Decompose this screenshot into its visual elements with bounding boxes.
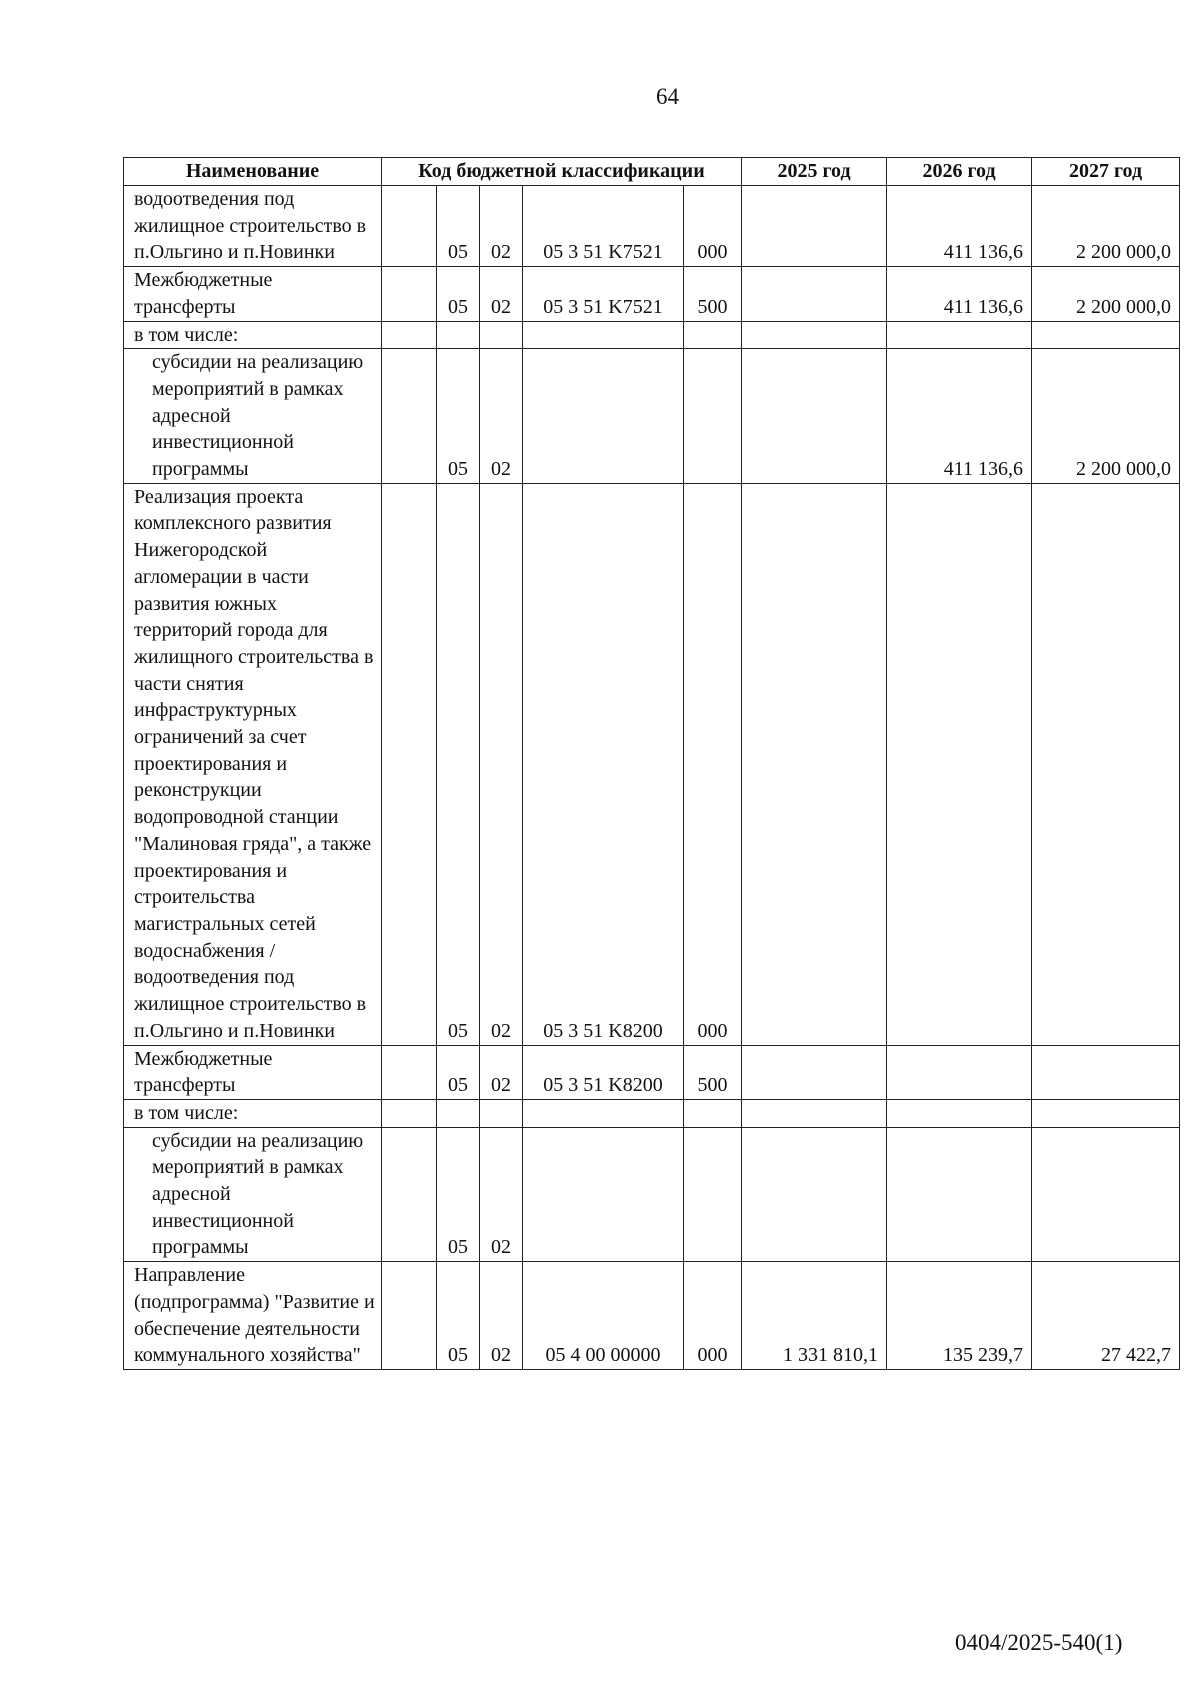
code-expense-type: 000 [684, 1262, 742, 1370]
row-name: субсидии на реализацию мероприятий в рамках адресной инвестиционной программы [124, 1127, 382, 1262]
value-2025 [742, 267, 887, 321]
value-2027: 27 422,7 [1032, 1262, 1180, 1370]
document-code: 0404/2025-540(1) [955, 1630, 1123, 1655]
table-row [124, 267, 1180, 321]
value-2026 [887, 321, 1032, 349]
value-2027 [1032, 1045, 1180, 1099]
value-2025 [742, 483, 887, 1045]
code-subsection [480, 321, 523, 349]
code-expense-type [684, 349, 742, 484]
code-part-1 [382, 1045, 437, 1099]
code-part-1 [382, 267, 437, 321]
value-2026 [887, 1127, 1032, 1262]
code-target-article: 05 3 51 K8200 [523, 483, 684, 1045]
value-2026 [887, 483, 1032, 1045]
table-row [124, 186, 1180, 267]
table-row [124, 1045, 1180, 1099]
code-target-article: 05 4 00 00000 [523, 1262, 684, 1370]
code-section: 05 [437, 1262, 480, 1370]
code-section: 05 [437, 267, 480, 321]
code-section: 05 [437, 349, 480, 484]
header-code: Код бюджетной классификации [382, 158, 742, 186]
code-subsection: 02 [480, 483, 523, 1045]
code-target-article [523, 1127, 684, 1262]
header-2027: 2027 год [1032, 158, 1180, 186]
code-expense-type [684, 1099, 742, 1127]
row-name: водоотведения под жилищное строительство в п.Ольгино и п.Новинки [124, 186, 382, 267]
table-row [124, 1262, 1180, 1370]
value-2025 [742, 321, 887, 349]
code-section: 05 [437, 1045, 480, 1099]
code-part-1 [382, 321, 437, 349]
header-2026: 2026 год [887, 158, 1032, 186]
value-2026: 135 239,7 [887, 1262, 1032, 1370]
page-number: 64 [656, 84, 679, 109]
code-expense-type: 000 [684, 483, 742, 1045]
row-name: в том числе: [124, 321, 382, 349]
code-section [437, 1099, 480, 1127]
code-part-1 [382, 349, 437, 484]
code-part-1 [382, 1262, 437, 1370]
code-subsection: 02 [480, 1127, 523, 1262]
value-2026: 411 136,6 [887, 349, 1032, 484]
value-2025 [742, 1045, 887, 1099]
value-2026: 411 136,6 [887, 267, 1032, 321]
code-expense-type: 500 [684, 1045, 742, 1099]
value-2027: 2 200 000,0 [1032, 349, 1180, 484]
code-target-article [523, 1099, 684, 1127]
code-section: 05 [437, 186, 480, 267]
value-2025: 1 331 810,1 [742, 1262, 887, 1370]
code-subsection: 02 [480, 186, 523, 267]
row-name: Реализация проекта комплексного развития Нижегородской агломерации в части развития южных территорий города для жилищного строительства в части снятия инфраструктурных ограничений за счет проектирования и реконструкции водопроводной станции "Малиновая гряда", а также проектирования и строительства магистральных сетей водоснабжения / водоотведения под жилищное строительство в п.Ольгино и п.Новинки [124, 483, 382, 1045]
row-name: Направление (подпрограмма) "Развитие и обеспечение деятельности коммунального хозяйства" [124, 1262, 382, 1370]
value-2027 [1032, 1099, 1180, 1127]
code-expense-type: 000 [684, 186, 742, 267]
code-section: 05 [437, 1127, 480, 1262]
code-target-article [523, 349, 684, 484]
value-2026: 411 136,6 [887, 186, 1032, 267]
code-section [437, 321, 480, 349]
code-expense-type: 500 [684, 267, 742, 321]
code-target-article [523, 321, 684, 349]
code-section: 05 [437, 483, 480, 1045]
code-target-article: 05 3 51 K7521 [523, 267, 684, 321]
table-row [124, 483, 1180, 1045]
code-subsection: 02 [480, 1045, 523, 1099]
code-part-1 [382, 186, 437, 267]
header-name: Наименование [124, 158, 382, 186]
budget-table [123, 157, 1180, 1370]
code-subsection: 02 [480, 349, 523, 484]
code-subsection: 02 [480, 1262, 523, 1370]
code-part-1 [382, 1099, 437, 1127]
table-row [124, 349, 1180, 484]
code-subsection: 02 [480, 267, 523, 321]
row-name: в том числе: [124, 1099, 382, 1127]
table-header-row [124, 158, 1180, 186]
header-2025: 2025 год [742, 158, 887, 186]
value-2027 [1032, 321, 1180, 349]
value-2027: 2 200 000,0 [1032, 267, 1180, 321]
code-subsection [480, 1099, 523, 1127]
value-2025 [742, 349, 887, 484]
value-2025 [742, 1127, 887, 1262]
row-name: субсидии на реализацию мероприятий в рамках адресной инвестиционной программы [124, 349, 382, 484]
value-2026 [887, 1099, 1032, 1127]
code-expense-type [684, 1127, 742, 1262]
value-2026 [887, 1045, 1032, 1099]
row-name: Межбюджетные трансферты [124, 267, 382, 321]
code-part-1 [382, 1127, 437, 1262]
table-row [124, 1127, 1180, 1262]
code-target-article: 05 3 51 K7521 [523, 186, 684, 267]
value-2027 [1032, 1127, 1180, 1262]
table-row [124, 1099, 1180, 1127]
row-name: Межбюджетные трансферты [124, 1045, 382, 1099]
value-2027: 2 200 000,0 [1032, 186, 1180, 267]
value-2027 [1032, 483, 1180, 1045]
code-target-article: 05 3 51 K8200 [523, 1045, 684, 1099]
value-2025 [742, 186, 887, 267]
code-part-1 [382, 483, 437, 1045]
value-2025 [742, 1099, 887, 1127]
code-expense-type [684, 321, 742, 349]
table-row [124, 321, 1180, 349]
